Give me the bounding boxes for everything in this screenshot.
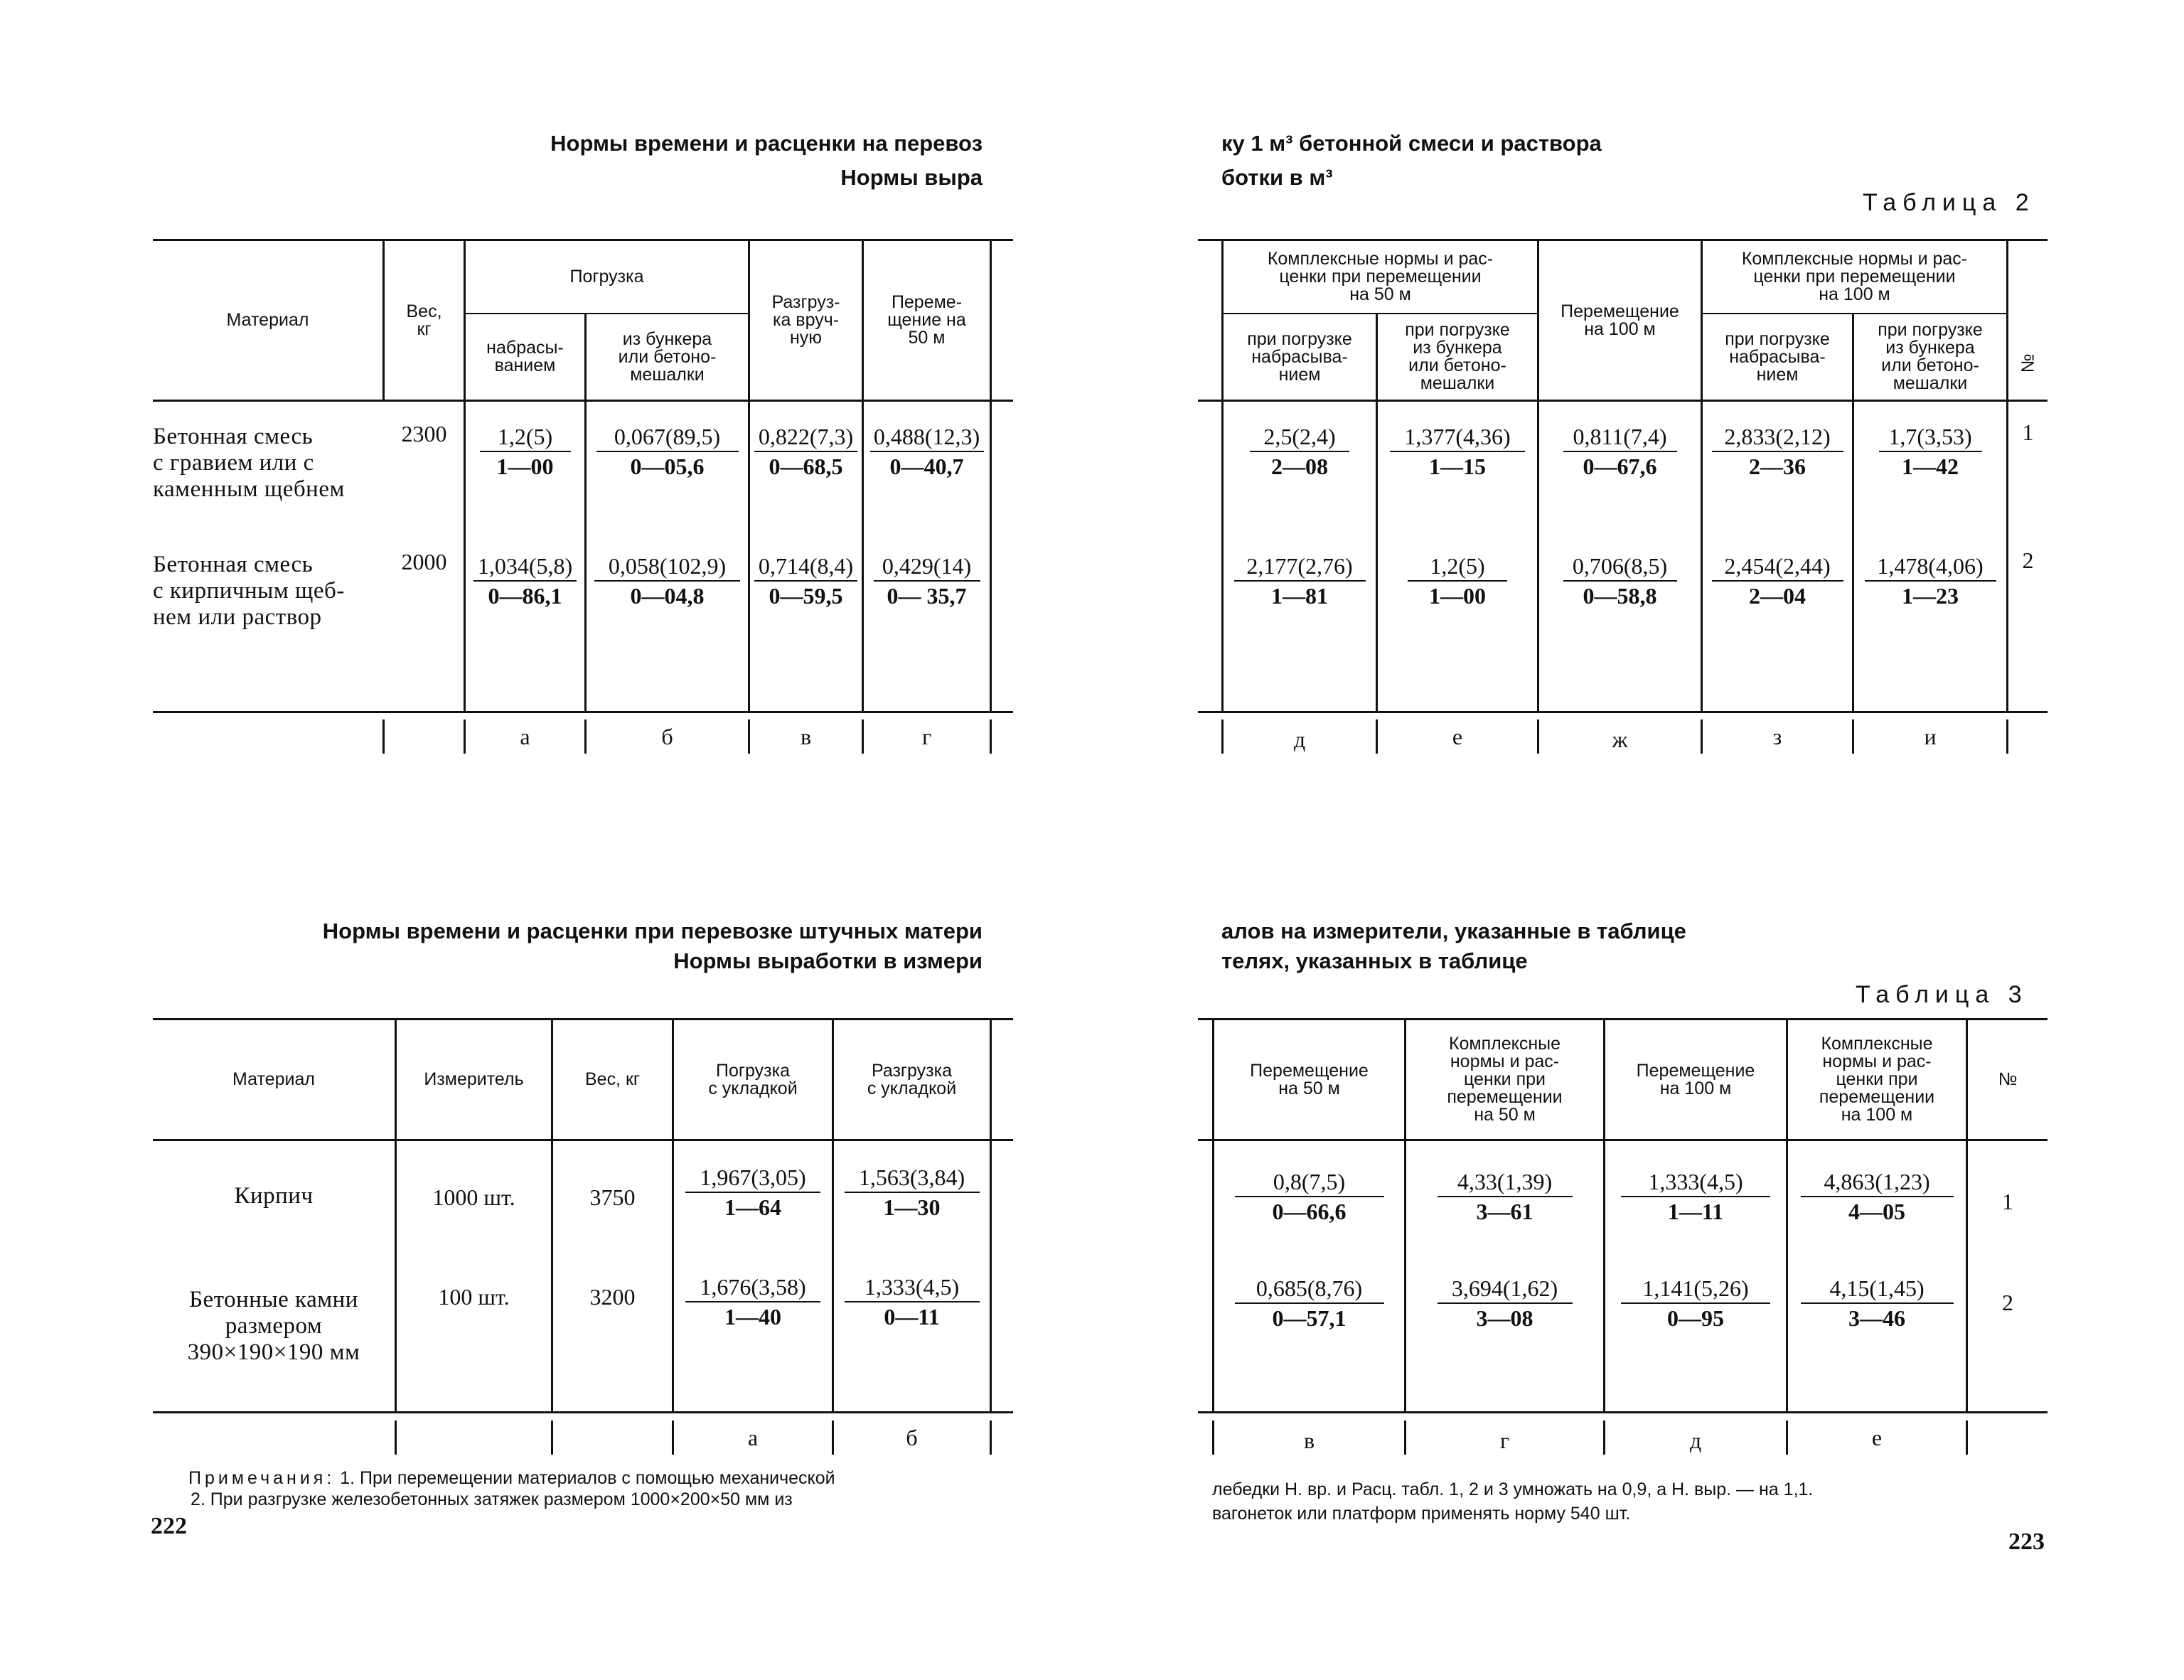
table2-col-letter-z: з: [1772, 724, 1782, 749]
table3-header-weight: Вес, кг: [584, 1069, 641, 1089]
table2-title-right-2: ботки в м³: [1221, 165, 1333, 190]
table3-col-letter-v: в: [1303, 1428, 1315, 1453]
table3-row1-unit: 1000 шт.: [432, 1184, 515, 1210]
table2-row1-weight: 2300: [401, 421, 447, 446]
table2-header-material: Материал: [226, 310, 309, 330]
table2-row2-material: Бетонная смесь с кирпичным щеб- нем или раствор: [153, 552, 345, 630]
table2-col-letter-e: е: [1452, 724, 1463, 749]
table2-row1-cell-b: 0,067(89,5) 0—05,6: [587, 422, 748, 481]
table2-col-letter-zh: ж: [1612, 727, 1628, 752]
table2-header-complex50: Комплексные нормы и рас- ценки при перемещении на 50 м: [1267, 249, 1494, 304]
table3-row2-cell-b: 1,333(4,5) 0—11: [834, 1273, 990, 1331]
table3-header-complex100: Комплексные нормы и рас- ценки при перемещении на 100 м: [1819, 1034, 1935, 1125]
table2-header-complex100-throw: при погрузке набрасыва- нием: [1725, 328, 1830, 385]
table2-row2-number: 2: [2022, 547, 2034, 573]
table2-row1-cell-a: 1,2(5) 1—00: [466, 422, 584, 481]
table2-row2-cell-z: 2,454(2,44) 2—04: [1703, 552, 1852, 610]
table3-row1-cell-g: 4,33(1,39) 3—61: [1406, 1167, 1603, 1226]
notes-label: Примечания:: [188, 1468, 336, 1488]
table2-col-letter-b: б: [661, 724, 673, 749]
table3-header-material: Материал: [232, 1069, 315, 1089]
table3-row2-weight: 3200: [589, 1284, 636, 1310]
table2-row1-cell-i: 1,7(3,53) 1—42: [1854, 422, 2006, 481]
table3-col-letter-b: б: [906, 1425, 918, 1450]
table2-row2-cell-b: 0,058(102,9) 0—04,8: [587, 552, 748, 610]
table3-row1-material: Кирпич: [234, 1183, 314, 1209]
table3-row2-cell-a: 1,676(3,58) 1—40: [674, 1273, 832, 1331]
table3-header-unit: Измеритель: [424, 1069, 524, 1089]
table3-header-no: №: [1998, 1069, 2018, 1089]
table2-col-letter-g: г: [921, 724, 932, 749]
table2-col-letter-i: и: [1924, 724, 1937, 749]
table3-col-letter-d: д: [1689, 1428, 1702, 1453]
table3-row2-material: Бетонные камни размером 390×190×190 мм: [187, 1287, 360, 1365]
table2-title-left-2: Нормы выра: [840, 165, 983, 190]
table2-row2-cell-zh: 0,706(8,5) 0—58,8: [1539, 552, 1701, 610]
table3-header-load: Погрузка с укладкой: [708, 1060, 798, 1098]
table3-label: Таблица 3: [1856, 981, 2028, 1008]
table2-row1-cell-d: 2,5(2,4) 2—08: [1224, 422, 1376, 481]
table2-title-left-1: Нормы времени и расценки на перевоз: [550, 131, 983, 156]
table2-title-right-1: ку 1 м³ бетонной смеси и раствора: [1221, 131, 1602, 156]
notes-line-1-right: лебедки Н. вр. и Расц. табл. 1, 2 и 3 умножать на 0,9, а Н. выр. — на 1,1.: [1212, 1480, 1814, 1499]
table2-row2-cell-v: 0,714(8,4) 0—59,5: [750, 552, 862, 610]
table3-col-letter-e: е: [1871, 1425, 1883, 1450]
table2-label: Таблица 2: [1863, 189, 2035, 216]
table2-header-weight: Вес, кг: [406, 301, 442, 339]
table2-header-complex100: Комплексные нормы и рас- ценки при перемещении на 100 м: [1741, 249, 1968, 304]
table2-header-no: №: [2018, 353, 2038, 373]
table2-row1-cell-g: 0,488(12,3) 0—40,7: [864, 422, 990, 481]
page-number-right: 223: [2008, 1529, 2045, 1555]
table3-row1-cell-a: 1,967(3,05) 1—64: [674, 1163, 832, 1221]
table3-row2-unit: 100 шт.: [438, 1284, 510, 1310]
table3-row1-number: 1: [2002, 1189, 2013, 1214]
page-number-left: 222: [151, 1513, 187, 1539]
table3-header-unload: Разгрузка с укладкой: [867, 1060, 957, 1098]
table2-row2-cell-g: 0,429(14) 0— 35,7: [864, 552, 990, 610]
table3-title-right-1: алов на измерители, указанные в таблице: [1221, 919, 1686, 943]
table2-header-bunker: из бункера или бетоно- мешалки: [618, 328, 717, 385]
table2-row2-cell-i: 1,478(4,06) 1—23: [1854, 552, 2006, 610]
table3-header-complex50: Комплексные нормы и рас- ценки при перемещении на 50 м: [1447, 1034, 1563, 1125]
table2-header-throwing: набрасы- ванием: [486, 338, 564, 375]
table3-row1-cell-v: 0,8(7,5) 0—66,6: [1214, 1167, 1404, 1226]
table3-row2-number: 2: [2002, 1290, 2013, 1315]
table2-col-letter-a: а: [520, 724, 530, 749]
table2-row1-material: Бетонная смесь с гравием или с каменным щебнем: [153, 424, 345, 502]
table2-header-move100: Перемещение на 100 м: [1561, 301, 1679, 339]
table2-header-complex100-bunker: при погрузке из бункера или бетоно- мешалки: [1878, 320, 1983, 393]
table2-row1-number: 1: [2022, 419, 2034, 445]
notes-line-2-right: вагонеток или платформ применять норму 540 шт.: [1212, 1504, 1631, 1524]
notes-line-2-left: 2. При разгрузке железобетонных затяжек размером 1000×200×50 мм из: [191, 1489, 793, 1509]
table3-row1-cell-d: 1,333(4,5) 1—11: [1605, 1167, 1786, 1226]
table2-row1-cell-zh: 0,811(7,4) 0—67,6: [1539, 422, 1701, 481]
table3-col-letter-a: а: [747, 1425, 759, 1450]
table2-header-complex50-bunker: при погрузке из бункера или бетоно- мешалки: [1405, 320, 1510, 393]
table3-col-letter-g: г: [1499, 1428, 1510, 1453]
table3-title-left-1: Нормы времени и расценки при перевозке штучных матери: [322, 919, 983, 943]
table3-row2-cell-g: 3,694(1,62) 3—08: [1406, 1274, 1603, 1332]
table2-row2-cell-e: 1,2(5) 1—00: [1378, 552, 1537, 610]
table2-row1-cell-z: 2,833(2,12) 2—36: [1703, 422, 1852, 481]
table2-row1-cell-v: 0,822(7,3) 0—68,5: [750, 422, 862, 481]
table3-title-right-2: телях, указанных в таблице: [1221, 948, 1528, 973]
table3-row2-cell-e: 4,15(1,45) 3—46: [1788, 1274, 1966, 1332]
table3-row1-cell-b: 1,563(3,84) 1—30: [834, 1163, 990, 1221]
notes-line-1-left: Примечания: 1. При перемещении материалов с помощью механической: [188, 1468, 835, 1488]
table3-header-move100: Перемещение на 100 м: [1636, 1060, 1755, 1098]
table3-row2-cell-d: 1,141(5,26) 0—95: [1605, 1274, 1786, 1332]
table2-row2-cell-a: 1,034(5,8) 0—86,1: [466, 552, 584, 610]
table2-row2-weight: 2000: [401, 549, 447, 574]
table2-header-complex50-throw: при погрузке набрасыва- нием: [1247, 328, 1352, 385]
table2-col-letter-d: д: [1293, 727, 1306, 752]
table2-header-unload: Разгруз- ка вруч- ную: [771, 292, 840, 348]
table3-header-move50: Перемещение на 50 м: [1250, 1060, 1369, 1098]
table2-row1-cell-e: 1,377(4,36) 1—15: [1378, 422, 1537, 481]
table2-header-loading: Погрузка: [569, 267, 644, 287]
table2-col-letter-v: в: [800, 724, 812, 749]
table3-title-left-2: Нормы выработки в измери: [673, 948, 983, 973]
table2-row2-cell-d: 2,177(2,76) 1—81: [1224, 552, 1376, 610]
table2-header-move50: Переме- щение на 50 м: [887, 292, 966, 348]
table3-row2-cell-v: 0,685(8,76) 0—57,1: [1214, 1274, 1404, 1332]
table3-row1-weight: 3750: [589, 1184, 636, 1210]
table3-row1-cell-e: 4,863(1,23) 4—05: [1788, 1167, 1966, 1226]
